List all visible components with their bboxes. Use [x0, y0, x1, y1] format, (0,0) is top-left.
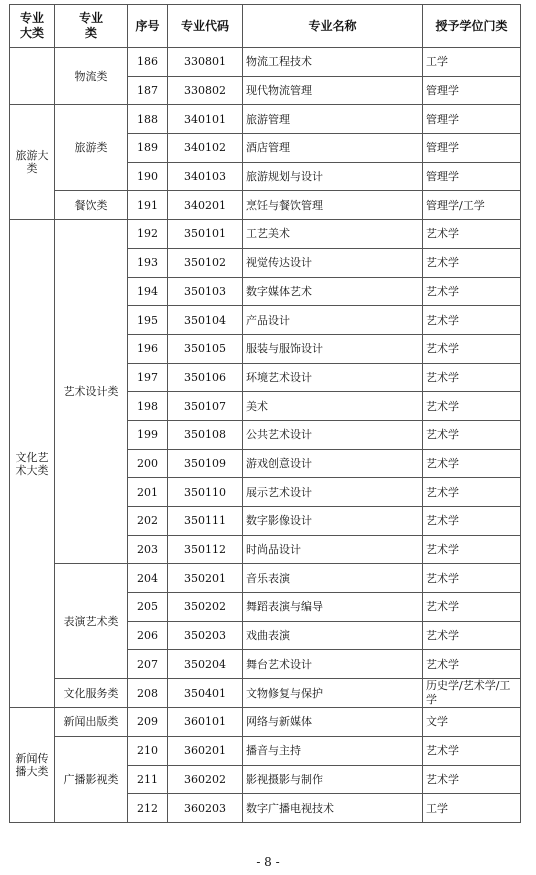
seq-cell: 189 — [128, 134, 168, 163]
seq-cell: 201 — [128, 478, 168, 507]
degree-cell: 艺术学 — [423, 621, 521, 650]
table-row — [10, 191, 521, 220]
major-name-cell: 数字广播电视技术 — [243, 794, 423, 823]
major-name-cell: 美术 — [243, 392, 423, 421]
major-name-cell: 文物修复与保护 — [243, 679, 423, 708]
table-row — [10, 220, 521, 249]
category-cell: 文化艺 术大类 — [10, 220, 55, 708]
degree-cell: 艺术学 — [423, 478, 521, 507]
code-cell: 340101 — [168, 105, 243, 134]
header-category: 专业 大类 — [10, 5, 55, 48]
code-cell: 350111 — [168, 507, 243, 536]
header-code: 专业代码 — [168, 5, 243, 48]
major-name-cell: 环境艺术设计 — [243, 363, 423, 392]
code-cell: 360101 — [168, 708, 243, 737]
code-cell: 330801 — [168, 48, 243, 77]
category-cell: 新闻传 播大类 — [10, 708, 55, 823]
seq-cell: 202 — [128, 507, 168, 536]
major-name-cell: 时尚品设计 — [243, 535, 423, 564]
seq-cell: 200 — [128, 449, 168, 478]
major-name-cell: 网络与新媒体 — [243, 708, 423, 737]
major-name-cell: 公共艺术设计 — [243, 420, 423, 449]
table-row — [10, 564, 521, 593]
code-cell: 330802 — [168, 76, 243, 105]
majors-table — [9, 4, 521, 823]
table-row — [10, 48, 521, 77]
major-name-cell: 影视摄影与制作 — [243, 765, 423, 794]
code-cell: 350108 — [168, 420, 243, 449]
seq-cell: 206 — [128, 621, 168, 650]
code-cell: 350104 — [168, 306, 243, 335]
major-name-cell: 现代物流管理 — [243, 76, 423, 105]
seq-cell: 204 — [128, 564, 168, 593]
degree-cell: 艺术学 — [423, 535, 521, 564]
code-cell: 350204 — [168, 650, 243, 679]
class-cell: 旅游类 — [55, 105, 128, 191]
table-row — [10, 708, 521, 737]
seq-cell: 207 — [128, 650, 168, 679]
degree-cell: 管理学 — [423, 134, 521, 163]
degree-cell: 文学 — [423, 708, 521, 737]
code-cell: 350401 — [168, 679, 243, 708]
seq-cell: 205 — [128, 593, 168, 622]
degree-cell: 艺术学 — [423, 306, 521, 335]
degree-cell: 艺术学 — [423, 736, 521, 765]
major-name-cell: 音乐表演 — [243, 564, 423, 593]
degree-cell: 艺术学 — [423, 392, 521, 421]
table-row — [10, 105, 521, 134]
code-cell: 360203 — [168, 794, 243, 823]
seq-cell: 196 — [128, 334, 168, 363]
major-name-cell: 游戏创意设计 — [243, 449, 423, 478]
degree-cell: 艺术学 — [423, 593, 521, 622]
seq-cell: 194 — [128, 277, 168, 306]
seq-cell: 212 — [128, 794, 168, 823]
code-cell: 350202 — [168, 593, 243, 622]
seq-cell: 210 — [128, 736, 168, 765]
seq-cell: 197 — [128, 363, 168, 392]
major-name-cell: 产品设计 — [243, 306, 423, 335]
header-seq: 序号 — [128, 5, 168, 48]
header-row — [10, 5, 521, 48]
category-cell — [10, 48, 55, 105]
class-cell: 文化服务类 — [55, 679, 128, 708]
code-cell: 350112 — [168, 535, 243, 564]
degree-cell: 艺术学 — [423, 765, 521, 794]
seq-cell: 195 — [128, 306, 168, 335]
code-cell: 340103 — [168, 162, 243, 191]
code-cell: 340102 — [168, 134, 243, 163]
degree-cell: 艺术学 — [423, 420, 521, 449]
seq-cell: 190 — [128, 162, 168, 191]
degree-cell: 工学 — [423, 794, 521, 823]
code-cell: 350102 — [168, 248, 243, 277]
degree-cell: 管理学 — [423, 162, 521, 191]
seq-cell: 188 — [128, 105, 168, 134]
code-cell: 350109 — [168, 449, 243, 478]
page-number: - 8 - — [256, 855, 280, 869]
seq-cell: 209 — [128, 708, 168, 737]
class-cell: 艺术设计类 — [55, 220, 128, 564]
degree-cell: 历史学/艺术学/工学 — [423, 679, 521, 708]
degree-cell: 工学 — [423, 48, 521, 77]
seq-cell: 208 — [128, 679, 168, 708]
header-class: 专业 类 — [55, 5, 128, 48]
major-name-cell: 舞蹈表演与编导 — [243, 593, 423, 622]
major-name-cell: 数字影像设计 — [243, 507, 423, 536]
code-cell: 350110 — [168, 478, 243, 507]
degree-cell: 管理学/工学 — [423, 191, 521, 220]
table-row — [10, 679, 521, 708]
degree-cell: 艺术学 — [423, 564, 521, 593]
major-name-cell: 展示艺术设计 — [243, 478, 423, 507]
major-name-cell: 烹饪与餐饮管理 — [243, 191, 423, 220]
major-name-cell: 视觉传达设计 — [243, 248, 423, 277]
seq-cell: 191 — [128, 191, 168, 220]
header-name: 专业名称 — [243, 5, 423, 48]
major-name-cell: 戏曲表演 — [243, 621, 423, 650]
class-cell: 广播影视类 — [55, 736, 128, 822]
degree-cell: 艺术学 — [423, 449, 521, 478]
seq-cell: 192 — [128, 220, 168, 249]
degree-cell: 艺术学 — [423, 507, 521, 536]
major-name-cell: 舞台艺术设计 — [243, 650, 423, 679]
degree-cell: 管理学 — [423, 105, 521, 134]
seq-cell: 193 — [128, 248, 168, 277]
degree-cell: 艺术学 — [423, 277, 521, 306]
major-name-cell: 物流工程技术 — [243, 48, 423, 77]
code-cell: 340201 — [168, 191, 243, 220]
table-row — [10, 736, 521, 765]
code-cell: 350105 — [168, 334, 243, 363]
seq-cell: 186 — [128, 48, 168, 77]
degree-cell: 艺术学 — [423, 220, 521, 249]
major-name-cell: 工艺美术 — [243, 220, 423, 249]
seq-cell: 199 — [128, 420, 168, 449]
seq-cell: 203 — [128, 535, 168, 564]
header-degree: 授予学位门类 — [423, 5, 521, 48]
major-name-cell: 播音与主持 — [243, 736, 423, 765]
category-cell: 旅游大 类 — [10, 105, 55, 220]
seq-cell: 198 — [128, 392, 168, 421]
major-name-cell: 数字媒体艺术 — [243, 277, 423, 306]
major-name-cell: 酒店管理 — [243, 134, 423, 163]
code-cell: 360201 — [168, 736, 243, 765]
code-cell: 350103 — [168, 277, 243, 306]
major-name-cell: 服装与服饰设计 — [243, 334, 423, 363]
degree-cell: 艺术学 — [423, 248, 521, 277]
degree-cell: 管理学 — [423, 76, 521, 105]
major-name-cell: 旅游管理 — [243, 105, 423, 134]
major-name-cell: 旅游规划与设计 — [243, 162, 423, 191]
code-cell: 350203 — [168, 621, 243, 650]
class-cell: 新闻出版类 — [55, 708, 128, 737]
code-cell: 350106 — [168, 363, 243, 392]
degree-cell: 艺术学 — [423, 334, 521, 363]
seq-cell: 211 — [128, 765, 168, 794]
code-cell: 360202 — [168, 765, 243, 794]
class-cell: 表演艺术类 — [55, 564, 128, 679]
class-cell: 餐饮类 — [55, 191, 128, 220]
code-cell: 350201 — [168, 564, 243, 593]
seq-cell: 187 — [128, 76, 168, 105]
class-cell: 物流类 — [55, 48, 128, 105]
code-cell: 350101 — [168, 220, 243, 249]
degree-cell: 艺术学 — [423, 650, 521, 679]
degree-cell: 艺术学 — [423, 363, 521, 392]
code-cell: 350107 — [168, 392, 243, 421]
